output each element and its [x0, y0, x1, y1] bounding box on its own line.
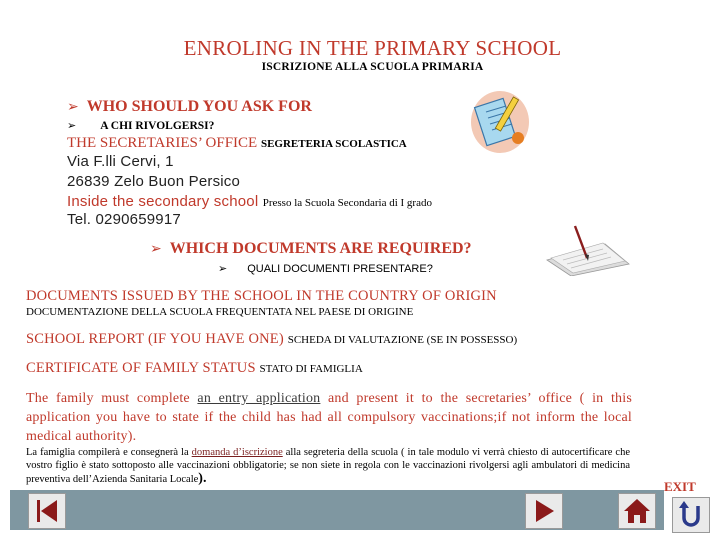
navigation-bar	[10, 490, 664, 530]
office-city: 26839 Zelo Buon Persico	[67, 173, 241, 190]
office-phone: Tel. 0290659917	[67, 211, 181, 228]
family-instructions-it: La famiglia compilerà e consegnerà la domanda d’iscrizione alla segreteria della scuola ( in tale modulo vi verrà chiesto di autocertificare che vostro figlio è stato sottoposto alle vaccinazioni obbligatorie; se non siete in regola con le vaccinazioni rivolgersi agli ambulatori di medicina preventiva dell’Azienda Sanitaria Locale).	[26, 447, 630, 486]
question-documents-it: ➢ QUALI DOCUMENTI PRESENTARE?	[218, 262, 433, 275]
domanda-iscrizione-link[interactable]: domanda d’iscrizione	[191, 447, 283, 458]
arrow-bullet-icon: ➢	[67, 119, 77, 132]
question-documents: ➢ WHICH DOCUMENTS ARE REQUIRED?	[150, 240, 472, 257]
documents-illustration	[545, 224, 631, 276]
family-instructions: The family must complete an entry application and present it to the secretaries’ office ( in this application you have to state if the child has had all compulsory vaccinations;if not inform the local medical authority).	[26, 391, 632, 444]
office-address: Via F.lli Cervi, 1	[67, 153, 174, 170]
question-who-to-ask: ➢ WHO SHOULD YOU ASK FOR	[67, 98, 312, 115]
office-name-it: SEGRETERIA SCOLASTICA	[260, 138, 407, 150]
documents-issued: DOCUMENTS ISSUED BY THE SCHOOL IN THE COUNTRY OF ORIGIN	[26, 288, 497, 304]
home-icon	[619, 494, 655, 528]
documents-issued-it: DOCUMENTAZIONE DELLA SCUOLA FREQUENTATA NEL PAESE DI ORIGINE	[26, 306, 414, 318]
office-name: THE SECRETARIES’ OFFICE SEGRETERIA SCOLASTICA	[67, 135, 407, 151]
page-subtitle: ISCRIZIONE ALLA SCUOLA PRIMARIA	[261, 61, 484, 73]
school-report: SCHOOL REPORT (IF YOU HAVE ONE) SCHEDA DI VALUTAZIONE (SE IN POSSESSO)	[26, 331, 518, 347]
arrow-bullet-icon: ➢	[67, 99, 79, 115]
exit-label: EXIT	[664, 479, 696, 494]
question-who-to-ask-it: ➢ A CHI RIVOLGERSI?	[67, 119, 215, 132]
first-slide-button[interactable]	[28, 493, 66, 529]
entry-application-link[interactable]: an entry application	[197, 391, 321, 406]
family-status-it: STATO DI FAMIGLIA	[259, 363, 363, 375]
writing-illustration	[470, 88, 530, 154]
return-icon	[673, 498, 709, 532]
next-slide-button[interactable]	[525, 493, 563, 529]
exit-button[interactable]	[672, 497, 710, 533]
arrow-bullet-icon: ➢	[218, 262, 228, 275]
next-slide-icon	[526, 494, 562, 528]
office-location: Inside the secondary school Presso la Scuola Secondaria di I grado	[67, 193, 432, 210]
home-button[interactable]	[618, 493, 656, 529]
page-title: ENROLING IN THE PRIMARY SCHOOL	[183, 36, 562, 60]
arrow-bullet-icon: ➢	[150, 241, 162, 257]
family-status: CERTIFICATE OF FAMILY STATUS STATO DI FAMIGLIA	[26, 360, 363, 376]
school-report-it: SCHEDA DI VALUTAZIONE (SE IN POSSESSO)	[287, 334, 518, 346]
office-location-it: Presso la Scuola Secondaria di I grado	[262, 197, 432, 209]
first-slide-icon	[29, 494, 65, 528]
